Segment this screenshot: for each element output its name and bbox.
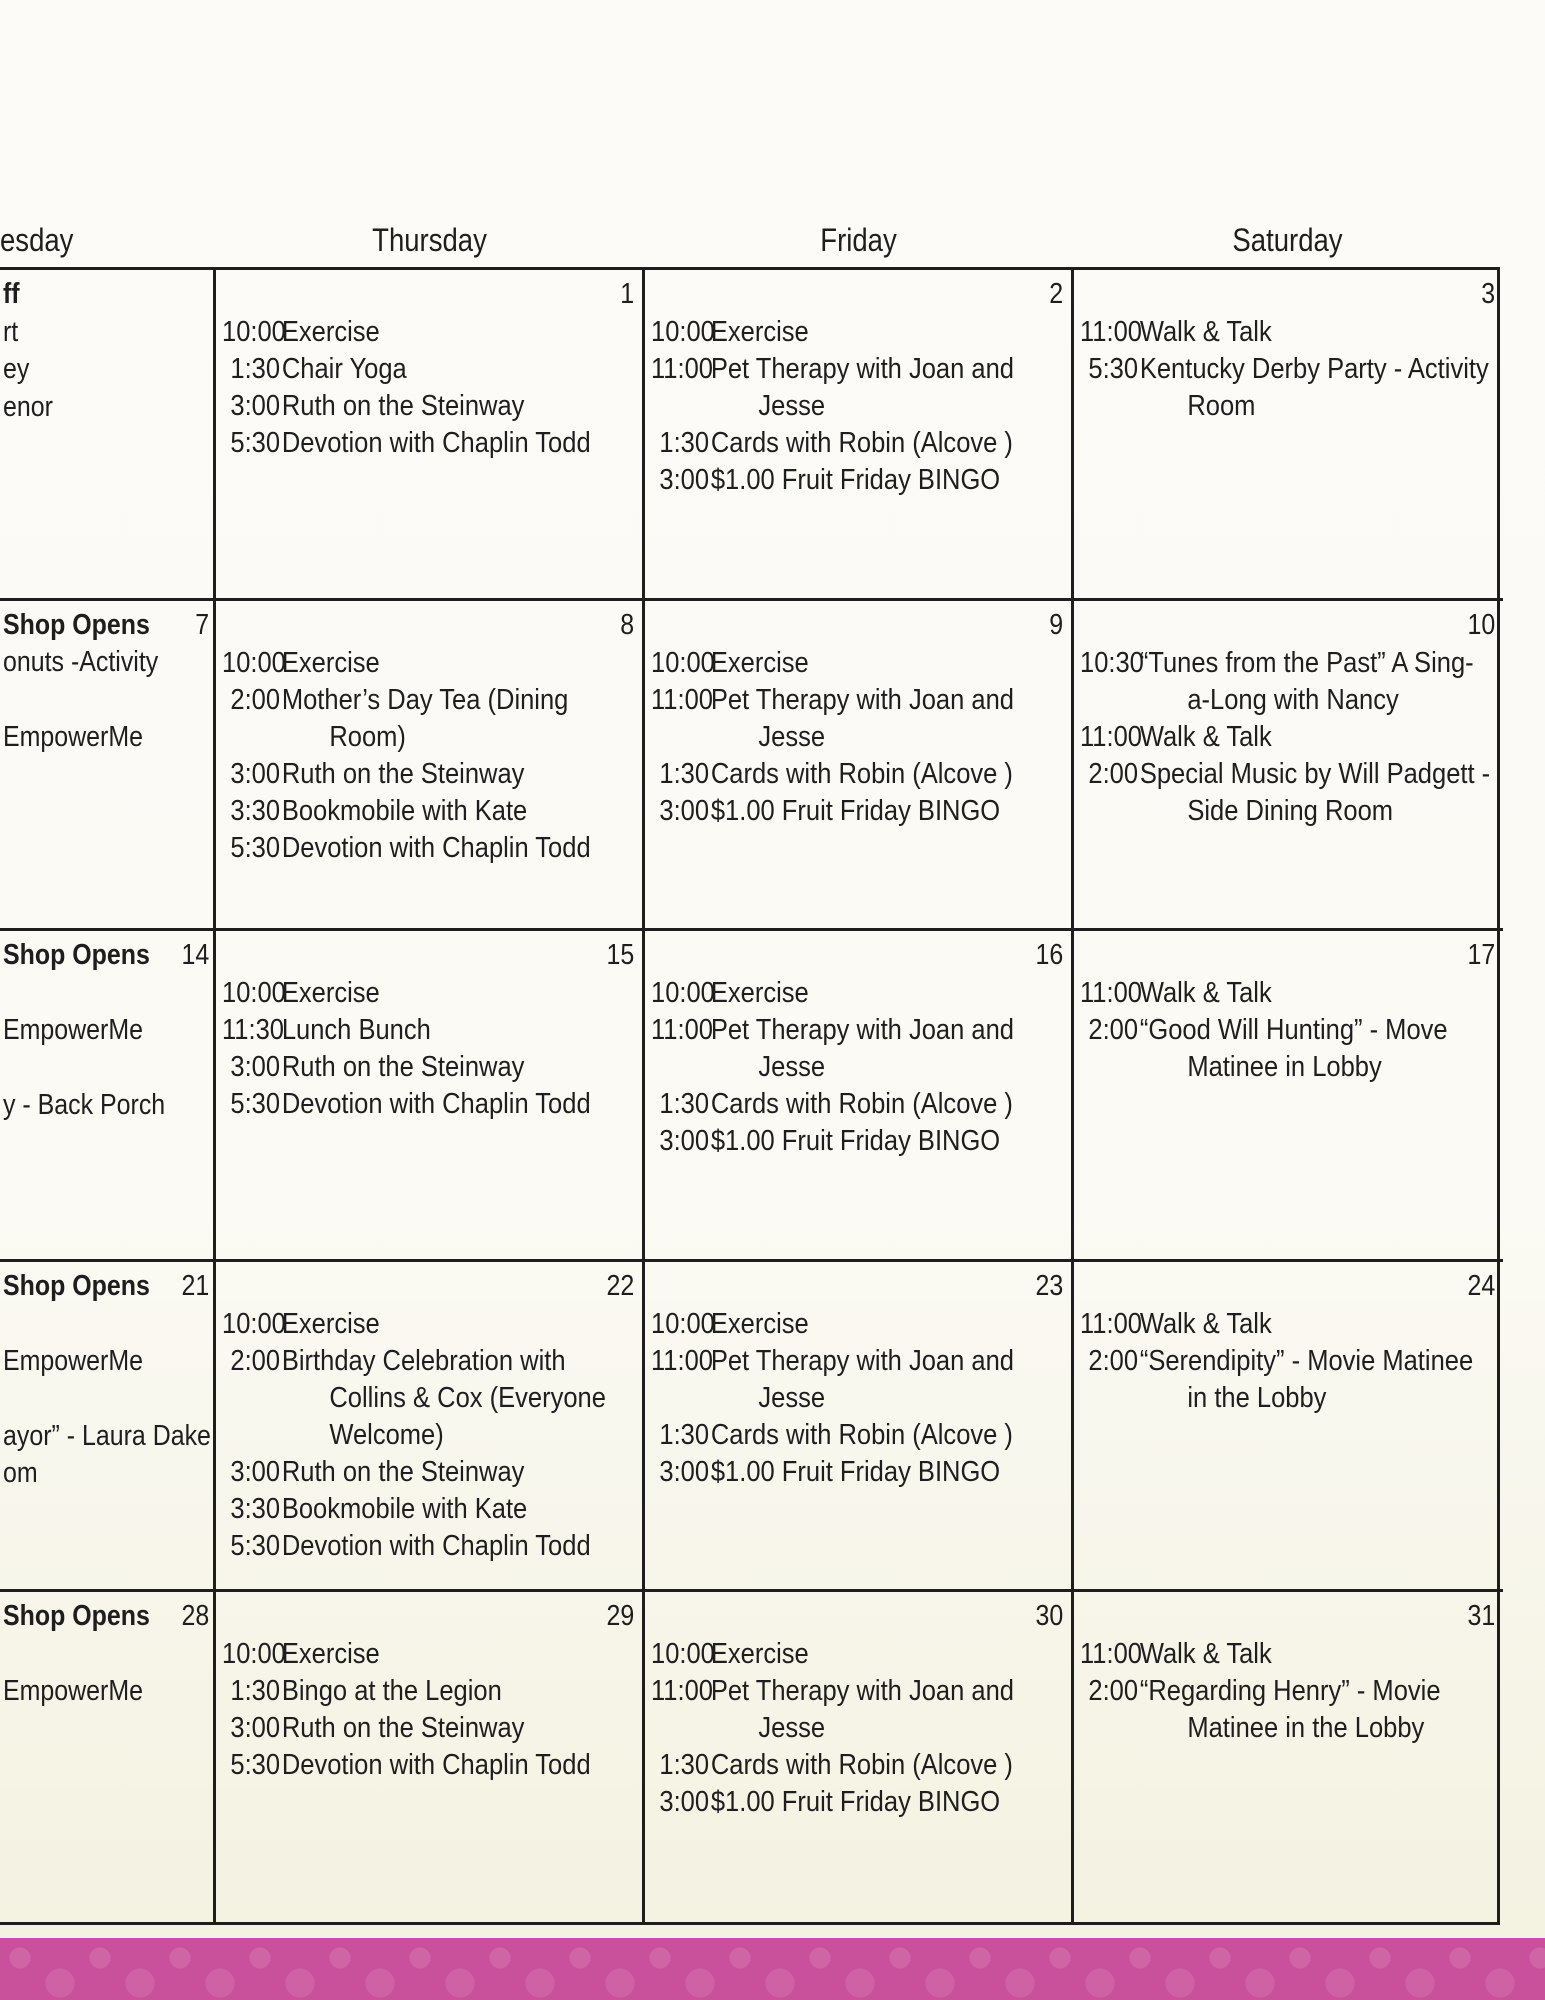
event-time: 11:00 <box>651 1014 713 1046</box>
day-cell-tuesday <box>0 270 216 601</box>
event-text: rt <box>3 315 19 348</box>
event-list <box>1080 1636 1497 1747</box>
event-item <box>651 1454 1063 1491</box>
event-time: 3:00 <box>230 1455 281 1488</box>
event-item <box>222 975 634 1012</box>
day-number: 8 <box>620 608 634 641</box>
event-time: 3:00 <box>230 1051 281 1083</box>
event-list <box>651 645 1065 830</box>
event-time: 11:30 <box>222 1014 284 1046</box>
day-cell <box>645 270 1074 601</box>
event-time: 1:30 <box>659 1088 710 1120</box>
event-time: 11:00 <box>651 1675 713 1707</box>
header-friday: Friday <box>820 222 897 258</box>
event-description: Devotion with Chaplin Todd <box>281 1529 591 1562</box>
event-item <box>651 462 1063 499</box>
weekday-header <box>0 222 1545 264</box>
event-description: Ruth on the Steinway <box>281 1051 525 1083</box>
event-time: 11:00 <box>1080 977 1142 1009</box>
event-description: Exercise <box>710 1638 809 1670</box>
event-description: Exercise <box>710 1307 809 1340</box>
event-time: 3:00 <box>230 1712 281 1744</box>
event-text: EmpowerMe <box>3 1344 143 1377</box>
day-cell <box>1074 1592 1503 1923</box>
event-description: Exercise <box>281 646 380 679</box>
event-item <box>222 1049 634 1086</box>
event-item <box>222 1491 634 1528</box>
event-time: 3:00 <box>659 1125 710 1157</box>
day-cell <box>1074 270 1503 601</box>
event-time: 3:30 <box>230 794 281 827</box>
event-item <box>651 425 1063 462</box>
event-time: 11:00 <box>1080 1638 1142 1670</box>
event-text: Shop Opens <box>3 939 150 971</box>
event-description: $1.00 Fruit Friday BINGO <box>710 1455 1001 1488</box>
day-cell-tuesday <box>0 931 216 1262</box>
event-description: Cards with Robin (Alcove ) <box>710 757 1013 790</box>
event-time: 10:00 <box>651 977 715 1009</box>
event-description: Lunch Bunch <box>281 1014 431 1046</box>
event-item <box>651 1784 1063 1821</box>
event-item <box>1080 645 1495 719</box>
event-description: Cards with Robin (Alcove ) <box>710 427 1013 459</box>
event-description: “Tunes from the Past” A Sing-a-Long with Nancy <box>1139 646 1474 716</box>
event-time: 5:30 <box>230 427 281 459</box>
event-description: Cards with Robin (Alcove ) <box>710 1088 1013 1120</box>
event-description: Chair Yoga <box>281 353 407 385</box>
day-cell-tuesday <box>0 1262 216 1593</box>
event-text: Shop Opens <box>3 608 150 641</box>
event-text: om <box>3 1457 38 1489</box>
header-tuesday: esday <box>0 222 74 258</box>
event-description: Pet Therapy with Joan and Jesse <box>710 1344 1014 1414</box>
event-text: EmpowerMe <box>3 1675 143 1707</box>
event-list <box>1080 975 1497 1086</box>
header-saturday: Saturday <box>1232 222 1343 258</box>
event-description: Exercise <box>281 1307 380 1340</box>
event-time: 1:30 <box>659 427 710 459</box>
event-text: EmpowerMe <box>3 721 143 753</box>
day-number: 3 <box>1481 278 1495 310</box>
event-text: y - Back Porch <box>3 1089 166 1121</box>
event-text: EmpowerMe <box>3 1014 143 1046</box>
day-number: 28 <box>181 1600 209 1632</box>
event-time: 3:00 <box>659 464 710 496</box>
event-description: Ruth on the Steinway <box>281 757 525 790</box>
day-cell <box>1074 601 1503 932</box>
day-number: 15 <box>606 939 634 971</box>
decorative-footer-band <box>0 1938 1545 2000</box>
event-item <box>651 1636 1063 1673</box>
event-time: 10:00 <box>651 646 715 679</box>
event-item <box>1080 975 1495 1012</box>
event-list <box>1080 645 1497 830</box>
event-description: Exercise <box>281 977 380 1009</box>
event-time: 10:00 <box>222 977 286 1009</box>
event-time: 3:00 <box>230 390 281 422</box>
event-list <box>651 314 1065 499</box>
day-cell <box>645 1592 1074 1923</box>
event-time: 5:30 <box>230 831 281 864</box>
event-item <box>651 1306 1063 1343</box>
event-list <box>222 1636 636 1784</box>
event-item <box>222 314 634 351</box>
event-time: 10:00 <box>222 1638 286 1670</box>
event-description: Exercise <box>281 1638 380 1670</box>
day-cell <box>216 601 645 932</box>
event-item <box>651 1673 1063 1747</box>
event-item <box>222 682 634 756</box>
event-item <box>651 1747 1063 1784</box>
event-time: 11:00 <box>1080 316 1142 348</box>
day-cell <box>216 270 645 601</box>
event-time: 2:00 <box>1088 1014 1139 1046</box>
event-text: onuts -Activity <box>3 646 159 678</box>
event-time: 10:00 <box>651 316 715 348</box>
event-time: 10:30 <box>1080 646 1144 679</box>
event-item <box>651 645 1063 682</box>
day-number: 9 <box>1049 608 1063 641</box>
event-description: Walk & Talk <box>1139 977 1272 1009</box>
day-cell <box>1074 1262 1503 1593</box>
event-description: Devotion with Chaplin Todd <box>281 1088 591 1120</box>
event-description: Kentucky Derby Party - Activity Room <box>1139 353 1489 422</box>
event-description: “Good Will Hunting” - Move Matinee in Lobby <box>1139 1014 1448 1083</box>
event-description: Bingo at the Legion <box>281 1675 502 1707</box>
event-description: Devotion with Chaplin Todd <box>281 1749 591 1781</box>
event-time: 2:00 <box>1088 1675 1139 1707</box>
event-time: 11:00 <box>1080 720 1142 753</box>
event-text: enor <box>3 390 53 423</box>
event-time: 5:30 <box>230 1529 281 1562</box>
event-item <box>222 645 634 682</box>
event-description: Cards with Robin (Alcove ) <box>710 1749 1013 1781</box>
event-time: 5:30 <box>230 1749 281 1781</box>
event-item <box>651 351 1063 425</box>
event-item <box>1080 756 1495 830</box>
event-time: 11:00 <box>1080 1307 1142 1340</box>
event-item <box>1080 1306 1495 1343</box>
event-item <box>222 1012 634 1049</box>
day-number: 22 <box>606 1269 634 1302</box>
day-cell <box>216 931 645 1262</box>
event-description: Pet Therapy with Joan and Jesse <box>710 353 1014 422</box>
day-number: 17 <box>1467 939 1495 971</box>
day-cell <box>645 1262 1074 1593</box>
event-text: ayor” - Laura Dake <box>3 1419 211 1452</box>
event-list <box>222 1306 636 1565</box>
event-text: ey <box>3 353 30 385</box>
event-time: 2:00 <box>230 1344 281 1377</box>
event-item <box>651 682 1063 756</box>
event-time: 3:00 <box>230 757 281 790</box>
event-item <box>651 756 1063 793</box>
event-item <box>222 1636 634 1673</box>
event-list <box>651 1306 1065 1491</box>
event-item <box>222 425 634 462</box>
event-text: Shop Opens <box>3 1600 150 1632</box>
day-number: 16 <box>1035 939 1063 971</box>
event-description: Walk & Talk <box>1139 316 1272 348</box>
event-item <box>222 1086 634 1123</box>
event-item <box>651 1417 1063 1454</box>
event-time: 10:00 <box>222 316 286 348</box>
event-description: Walk & Talk <box>1139 1307 1272 1340</box>
event-description: Bookmobile with Kate <box>281 794 528 827</box>
event-list <box>1080 314 1497 425</box>
event-item <box>222 388 634 425</box>
event-item <box>651 975 1063 1012</box>
day-number: 2 <box>1049 278 1063 310</box>
event-item <box>222 830 634 867</box>
event-time: 1:30 <box>230 1675 281 1707</box>
event-description: Walk & Talk <box>1139 720 1272 753</box>
day-number: 24 <box>1467 1269 1495 1302</box>
event-description: Exercise <box>710 646 809 679</box>
event-description: Pet Therapy with Joan and Jesse <box>710 683 1014 753</box>
event-list <box>1080 1306 1497 1417</box>
event-item <box>1080 1012 1495 1086</box>
day-cell-tuesday <box>0 1592 216 1923</box>
event-item <box>222 1710 634 1747</box>
event-time: 1:30 <box>659 1749 710 1781</box>
event-text: ff <box>3 278 20 310</box>
day-cell <box>645 931 1074 1262</box>
day-number: 14 <box>181 939 209 971</box>
event-description: Birthday Celebration with Collins & Cox (Everyone Welcome) <box>281 1344 606 1451</box>
event-description: “Serendipity” - Movie Matinee in the Lobby <box>1139 1344 1474 1414</box>
event-list <box>651 1636 1065 1821</box>
event-description: “Regarding Henry” - Movie Matinee in the Lobby <box>1139 1675 1441 1744</box>
event-text: Shop Opens <box>3 1269 150 1302</box>
event-description: Mother’s Day Tea (Dining Room) <box>281 683 569 753</box>
event-description: Bookmobile with Kate <box>281 1492 528 1525</box>
event-item <box>651 1343 1063 1417</box>
event-item <box>222 351 634 388</box>
event-description: Ruth on the Steinway <box>281 390 525 422</box>
calendar-grid <box>0 267 1500 1925</box>
day-number: 10 <box>1467 608 1495 641</box>
event-time: 3:30 <box>230 1492 281 1525</box>
event-description: $1.00 Fruit Friday BINGO <box>710 794 1001 827</box>
day-number: 29 <box>606 1600 634 1632</box>
event-time: 5:30 <box>1088 353 1139 385</box>
day-cell <box>1074 931 1503 1262</box>
day-cell <box>216 1592 645 1923</box>
event-time: 11:00 <box>651 353 713 385</box>
event-item <box>1080 719 1495 756</box>
event-time: 1:30 <box>659 1418 710 1451</box>
event-item <box>1080 351 1495 425</box>
day-number: 23 <box>1035 1269 1063 1302</box>
event-description: $1.00 Fruit Friday BINGO <box>710 464 1001 496</box>
event-item <box>651 793 1063 830</box>
day-number: 1 <box>620 278 634 310</box>
day-number: 30 <box>1035 1600 1063 1632</box>
event-item <box>222 1528 634 1565</box>
event-time: 1:30 <box>230 353 281 385</box>
event-time: 11:00 <box>651 683 713 716</box>
event-description: Cards with Robin (Alcove ) <box>710 1418 1013 1451</box>
event-description: Pet Therapy with Joan and Jesse <box>710 1675 1014 1744</box>
event-description: Exercise <box>710 977 809 1009</box>
event-list <box>651 975 1065 1160</box>
day-cell <box>216 1262 645 1593</box>
event-item <box>222 1306 634 1343</box>
event-time: 5:30 <box>230 1088 281 1120</box>
event-time: 2:00 <box>1088 757 1139 790</box>
event-description: Devotion with Chaplin Todd <box>281 831 591 864</box>
event-time: 10:00 <box>222 646 286 679</box>
event-item <box>222 1454 634 1491</box>
event-description: Pet Therapy with Joan and Jesse <box>710 1014 1014 1083</box>
event-description: Devotion with Chaplin Todd <box>281 427 591 459</box>
event-time: 10:00 <box>222 1307 286 1340</box>
event-item <box>222 793 634 830</box>
event-description: Exercise <box>710 316 809 348</box>
event-time: 2:00 <box>230 683 281 716</box>
event-description: Ruth on the Steinway <box>281 1455 525 1488</box>
header-thursday: Thursday <box>372 222 487 258</box>
day-number: 7 <box>195 608 209 641</box>
event-item <box>1080 314 1495 351</box>
event-list <box>222 314 636 462</box>
event-item <box>222 756 634 793</box>
event-list <box>222 645 636 867</box>
event-time: 3:00 <box>659 1455 710 1488</box>
event-item <box>1080 1636 1495 1673</box>
event-time: 3:00 <box>659 1786 710 1818</box>
event-description: $1.00 Fruit Friday BINGO <box>710 1125 1001 1157</box>
event-item <box>651 1086 1063 1123</box>
event-time: 2:00 <box>1088 1344 1139 1377</box>
event-item <box>222 1747 634 1784</box>
event-description: Ruth on the Steinway <box>281 1712 525 1744</box>
event-description: Exercise <box>281 316 380 348</box>
day-cell <box>645 601 1074 932</box>
event-description: Walk & Talk <box>1139 1638 1272 1670</box>
event-time: 1:30 <box>659 757 710 790</box>
event-list <box>222 975 636 1123</box>
event-time: 10:00 <box>651 1307 715 1340</box>
event-item <box>651 1012 1063 1086</box>
event-item <box>651 314 1063 351</box>
day-number: 21 <box>181 1269 209 1302</box>
day-cell-tuesday <box>0 601 216 932</box>
event-description: Special Music by Will Padgett - Side Dining Room <box>1139 757 1491 827</box>
day-number: 31 <box>1467 1600 1495 1632</box>
event-time: 3:00 <box>659 794 710 827</box>
event-time: 10:00 <box>651 1638 715 1670</box>
event-description: $1.00 Fruit Friday BINGO <box>710 1786 1001 1818</box>
event-item <box>1080 1343 1495 1417</box>
event-item <box>222 1343 634 1454</box>
event-item <box>651 1123 1063 1160</box>
event-item <box>222 1673 634 1710</box>
event-item <box>1080 1673 1495 1747</box>
event-time: 11:00 <box>651 1344 713 1377</box>
